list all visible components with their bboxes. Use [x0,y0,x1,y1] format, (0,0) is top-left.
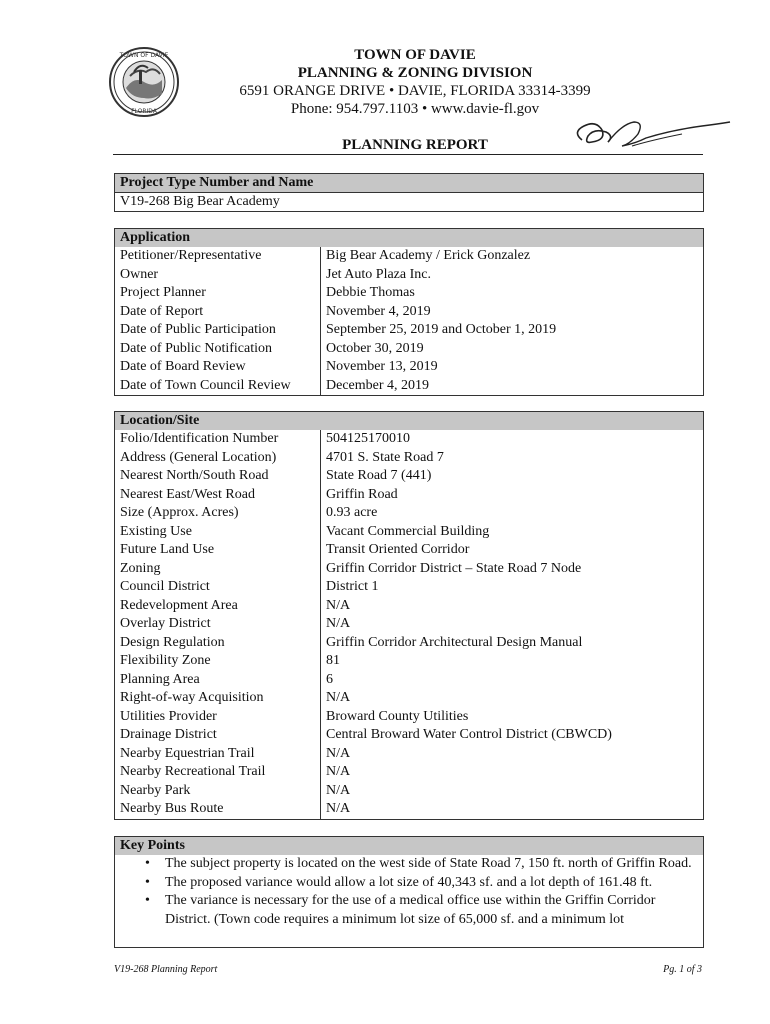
signature-image [562,110,732,158]
row-value: September 25, 2019 and October 1, 2019 [326,322,557,337]
row-label: Date of Report [115,303,321,322]
row-value: Griffin Corridor District – State Road 7 Node [326,560,582,576]
row-label: Date of Public Participation [115,321,321,340]
row-value: 4701 S. State Road 7 [326,449,444,465]
row-value: N/A [326,801,351,816]
row-value: October 30, 2019 [326,340,424,356]
row-value: Jet Auto Plaza Inc. [326,266,431,282]
svg-text:TOWN OF DAVIE: TOWN OF DAVIE [119,52,169,59]
row-label: Nearby Bus Route [115,800,321,819]
row-label: Flexibility Zone [115,652,321,671]
table-row [115,266,703,285]
table-row [115,523,703,542]
table-row [115,578,703,597]
key-points-list [115,855,703,929]
row-value: Big Bear Academy / Erick Gonzalez [326,248,531,263]
row-label: Nearby Equestrian Trail [115,745,321,764]
row-value: District 1 [326,579,379,594]
row-label: Drainage District [115,726,321,745]
table-row [115,541,703,560]
report-title: PLANNING REPORT [342,137,488,153]
table-row [115,486,703,505]
row-label: Redevelopment Area [115,597,321,616]
application-heading: Application [115,229,703,247]
row-label: Planning Area [115,671,321,690]
row-label: Zoning [115,560,321,579]
row-value: Broward County Utilities [326,708,469,724]
footer-doc-name: V19-268 Planning Report [114,964,218,975]
list-item: • The proposed variance would allow a lot size of 40,343 sf. and a lot depth of 161.48 ft. [165,874,703,893]
table-row [115,763,703,782]
table-row [115,634,703,653]
row-value: N/A [326,616,351,631]
row-value: Griffin Road [326,486,398,502]
org-contact: Phone: 954.797.1103 • www.davie-fl.gov [290,101,540,117]
row-value: November 4, 2019 [326,303,431,319]
project-value: V19-268 Big Bear Academy [120,194,280,209]
row-value: Debbie Thomas [326,285,415,300]
table-row [115,782,703,801]
table-row [115,560,703,579]
row-label: Nearby Park [115,782,321,801]
row-label: Existing Use [115,523,321,542]
org-name: TOWN OF DAVIE [354,47,476,63]
letterhead [180,46,650,118]
row-value: N/A [326,782,351,798]
table-row [115,689,703,708]
table-row [115,671,703,690]
row-label: Right-of-way Acquisition [115,689,321,708]
row-label: Nearest North/South Road [115,467,321,486]
row-label: Size (Approx. Acres) [115,504,321,523]
town-seal-logo [108,46,180,118]
row-value: 504125170010 [326,431,410,446]
key-points-heading: Key Points [115,837,703,855]
row-value: Vacant Commercial Building [326,523,490,539]
key-points-box [114,836,704,948]
row-label: Date of Town Council Review [115,377,321,396]
row-value: State Road 7 (441) [326,468,432,483]
row-label: Utilities Provider [115,708,321,727]
row-label: Future Land Use [115,541,321,560]
row-value: 0.93 acre [326,505,378,520]
row-label: Folio/Identification Number [115,430,321,449]
list-item: • The subject property is located on the west side of State Road 7, 150 ft. north of Griffin Road. [165,855,703,874]
footer-page-number: Pg. 1 of 3 [663,964,702,975]
table-row [115,800,703,819]
table-row [115,597,703,616]
row-label: Owner [115,266,321,285]
row-label: Nearest East/West Road [115,486,321,505]
table-row [115,430,703,449]
header-rule [113,154,703,155]
table-row [115,615,703,634]
table-row [115,303,703,322]
table-row [115,247,703,266]
row-value: N/A [326,597,351,613]
row-label: Date of Public Notification [115,340,321,359]
row-label: Council District [115,578,321,597]
row-value: 81 [326,653,340,668]
row-label: Address (General Location) [115,449,321,468]
row-label: Date of Board Review [115,358,321,377]
location-table [115,430,703,819]
table-row [115,449,703,468]
table-row [115,504,703,523]
table-row [115,467,703,486]
row-value: Central Broward Water Control District (CBWCD) [326,727,612,742]
table-row [115,708,703,727]
row-value: November 13, 2019 [326,359,438,374]
list-item: • The variance is necessary for the use of a medical office use within the Griffin Corridor District. (Town code requires a minimum lot size of 65,000 sf. and a minimum lot [165,892,703,929]
row-label: Overlay District [115,615,321,634]
row-value: 6 [326,671,333,687]
table-row [115,340,703,359]
row-value: N/A [326,745,351,761]
location-box [114,411,704,820]
row-label: Design Regulation [115,634,321,653]
table-row [115,745,703,764]
row-value: Griffin Corridor Architectural Design Manual [326,634,583,650]
table-row [115,321,703,340]
row-value: December 4, 2019 [326,377,430,393]
row-value: N/A [326,690,351,705]
table-row [115,377,703,396]
division-name: PLANNING & ZONING DIVISION [297,65,533,81]
table-row [115,726,703,745]
org-address: 6591 ORANGE DRIVE • DAVIE, FLORIDA 33314-3399 [239,83,591,99]
application-table [115,247,703,395]
row-label: Project Planner [115,284,321,303]
row-label: Petitioner/Representative [115,247,321,266]
table-row [115,652,703,671]
table-row [115,358,703,377]
row-label: Nearby Recreational Trail [115,763,321,782]
table-row [115,284,703,303]
project-heading: Project Type Number and Name [115,174,703,193]
application-box [114,228,704,396]
svg-text:FLORIDA: FLORIDA [131,108,157,115]
row-value: Transit Oriented Corridor [326,542,470,557]
location-heading: Location/Site [115,412,703,430]
row-value: N/A [326,764,351,779]
project-box [114,173,704,212]
